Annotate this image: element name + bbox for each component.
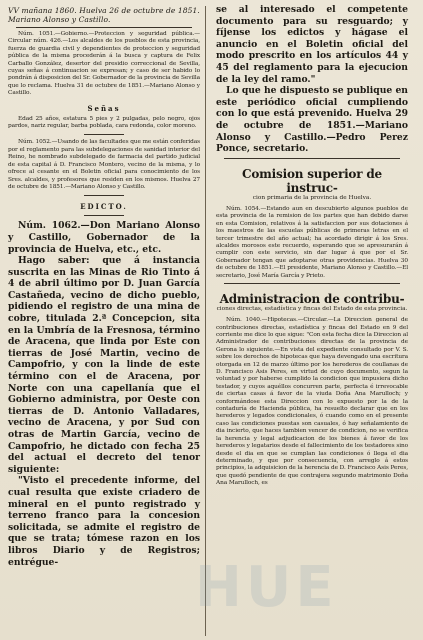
notice-1054: Núm. 1054.—Estando aun en descubierto algunos pueblos de esta provincia de la remision de los partes que han debido darse en esta Comision, relativos á la satisfaccion por sus dotaciones á los maestros de las escuelas públicas de primeras letras en el tercer trimestre del año actual; ha acordado dirigir á los Sres. alcaldes morosos este recuerdo, esperando que se apresurarán á cumplir con este servicio, sin dar lugar á que por el Sr. Gobernador tengan que adoptarse otras providencias. Huelva 30 de octubre de 1851.—El presidente, Mariano Alonso y Castillo.—El secretario, José María García y Prieto. — [216, 205, 408, 279]
notice-1040: Núm. 1040.—Hipotecas.—Circular.—La Direccion general de contribuciones directas, estadística y fincas del Estado en 9 del corriente me dice lo que sigue: "Con esta fecha dice la Direccion al Administrador de contribuciones directas de la provincia de Gerona lo siguiente.—En vista del expediente consultado por V. S. sobre los derechos de hipotecas que haya devengado una escritura otorgada en 12 de marzo último por los herederos de coullanas de D. Francisco Asis Peres, en virtud de cuyo documento, segun la voluntad y por haberse cumplido la condicion que impusiera dicho testador, y cuyos aquéllos concurren parte, perfecta é irrevocable de ciertas casas á favor de la viuda Doña Ana Marulloch; y conformándose esta Direccion con lo expuesto por la de la contaduría de Hacienda pública, ha resuelto declarar que en los herederos y legados condicionales, ó cuando como en el presente caso las condiciones puestas son casuales, ó hay señalamiento de dia incierto, que haces tambien vencer de condicion, no se verifica la herencia y legal adjudicacion de los bienes á favor de los herederos y legatarios desde el fallecimiento de los testadores sino desde el dia en que se cumplan las condiciones ó llega el dia determinado, y que por consecuencia, con arreglo á estos principios, la adquisicion de la herencia de D. Francisco Asis Peres, que quedó pendiente de que contrajera segundo matrimonio Doña Ana Marulloch, es — [216, 317, 408, 487]
short-rule — [84, 215, 124, 216]
left-column — [6, 0, 202, 640]
edicto-body: Hago saber: que á instancia suscrita en las Minas de Rio Tinto á 4 de abril último por D. Juan García Castañeda, vecino de dicho pueblo, pidiendo el registro de una mina de cobre, titulada 2.ª Concepcion, sita en la Umbría de la Fresnosa, término de Aracena, que linda por Este con tierras de José Martin, vecino de Campofrio, y con la linde de este término con el de Aracena, por Norte con una capellanía que el Gobierno administra, por Oeste con tierras de D. Antonio Valladares, vecino de Aracena, y por Sud con otras de Martin García, vecino de Campofrio, he dictado con fecha 25 del actual el decreto del tenor siguiente: — [8, 255, 200, 475]
administracion-subheading: ciones directas, estadística y fincas del Estado de esta provincia. — [216, 305, 408, 312]
rule — [224, 158, 400, 159]
notice-1052: Núm. 1052.—Usando de las facultades que me están conferidas por el reglamento para las subdelegaciones de sanidad interior del Reino, he nombrado subdelegado de farmacia del partido judicial de esta capital á D. Francisco Montero, vecino de la misma, y lo ofrece al cesante en el Boletin oficial para conocimiento de los Sres. alcaldes, y profesores que residen en los mismos. Huelva 27 de octubre de 1851.—Mariano Alonso y Castillo. — [8, 139, 200, 190]
edicto-quote: "Visto el precedente informe, del cual resulta que existe criadero de mineral en el punto registrado y terreno franco para la concesion solicitada, se admite el registro de que se trata; tómese razon en los libros Diario y de Registros; entrégue- — [8, 475, 200, 568]
comision-heading: Comision superior de instruc- — [242, 166, 382, 195]
administracion-heading: Administracion de contribu- — [219, 291, 405, 306]
edicto-continuation: se al interesado el competente documento para su resguardo; y fíjense los edictos y hágase el anuncio en el Boletin oficial del modo prescrito en los artículos 44 y 45 del reglamento para la ejecucion de la ley del ramo." — [216, 4, 408, 85]
comision-subheading: cion primaria de la provincia de Huelva. — [252, 194, 372, 201]
short-rule — [84, 195, 124, 196]
header-line-1: VV mañana 1860. Huelva 26 de octubre de 1851. — [8, 6, 200, 15]
senas-text: Edad 25 años, estatura 5 pies y 2 pulgadas, pelo negro, ojos pardos, nariz regular, barba poblada, cara redonda, color moreno. — [8, 115, 200, 130]
edicto-intro: Núm. 1062.—Don Mariano Alonso y Castillo, Gobernador de la provincia de Huelva, etc., etc. — [8, 220, 200, 255]
header-line-2: Mariano Alonso y Castillo. — [8, 15, 111, 24]
rule — [224, 283, 400, 284]
edicto-closing: Lo que he dispuesto se publique en este periódico oficial cumpliendo con lo que está prevenido. Huelva 29 de octubre de 1851.—Mariano Alonso y Castillo.—Pedro Perez Ponce, secretario. — [216, 85, 408, 155]
edicto-heading: EDICTO. — [80, 202, 128, 212]
short-rule — [84, 134, 124, 135]
right-column — [214, 0, 410, 640]
rule — [16, 27, 192, 28]
notice-1051: Núm. 1051.—Gobierno.—Proteccion y seguridad pública.—Circular núm. 426.—Los alcaldes de los pueblos de esta provincia, fuerza de guardia civil y dependientes de proteccion y seguridad pública de la misma procederán á la busca y captura de Felix Carballo González, desertor del presidio correccional de Sevilla, cuyas señas á continuacion se expresan; y caso de ser habido lo pondrán á disposicion del Sr. Gobernador de la provincia de Sevilla que lo reclama. Huelva 31 de octubre de 1851.—Mariano Alonso y Castillo. — [8, 31, 200, 97]
senas-heading: Señas — [87, 103, 121, 113]
column-divider — [205, 6, 206, 636]
library-watermark: HUE — [195, 555, 338, 620]
